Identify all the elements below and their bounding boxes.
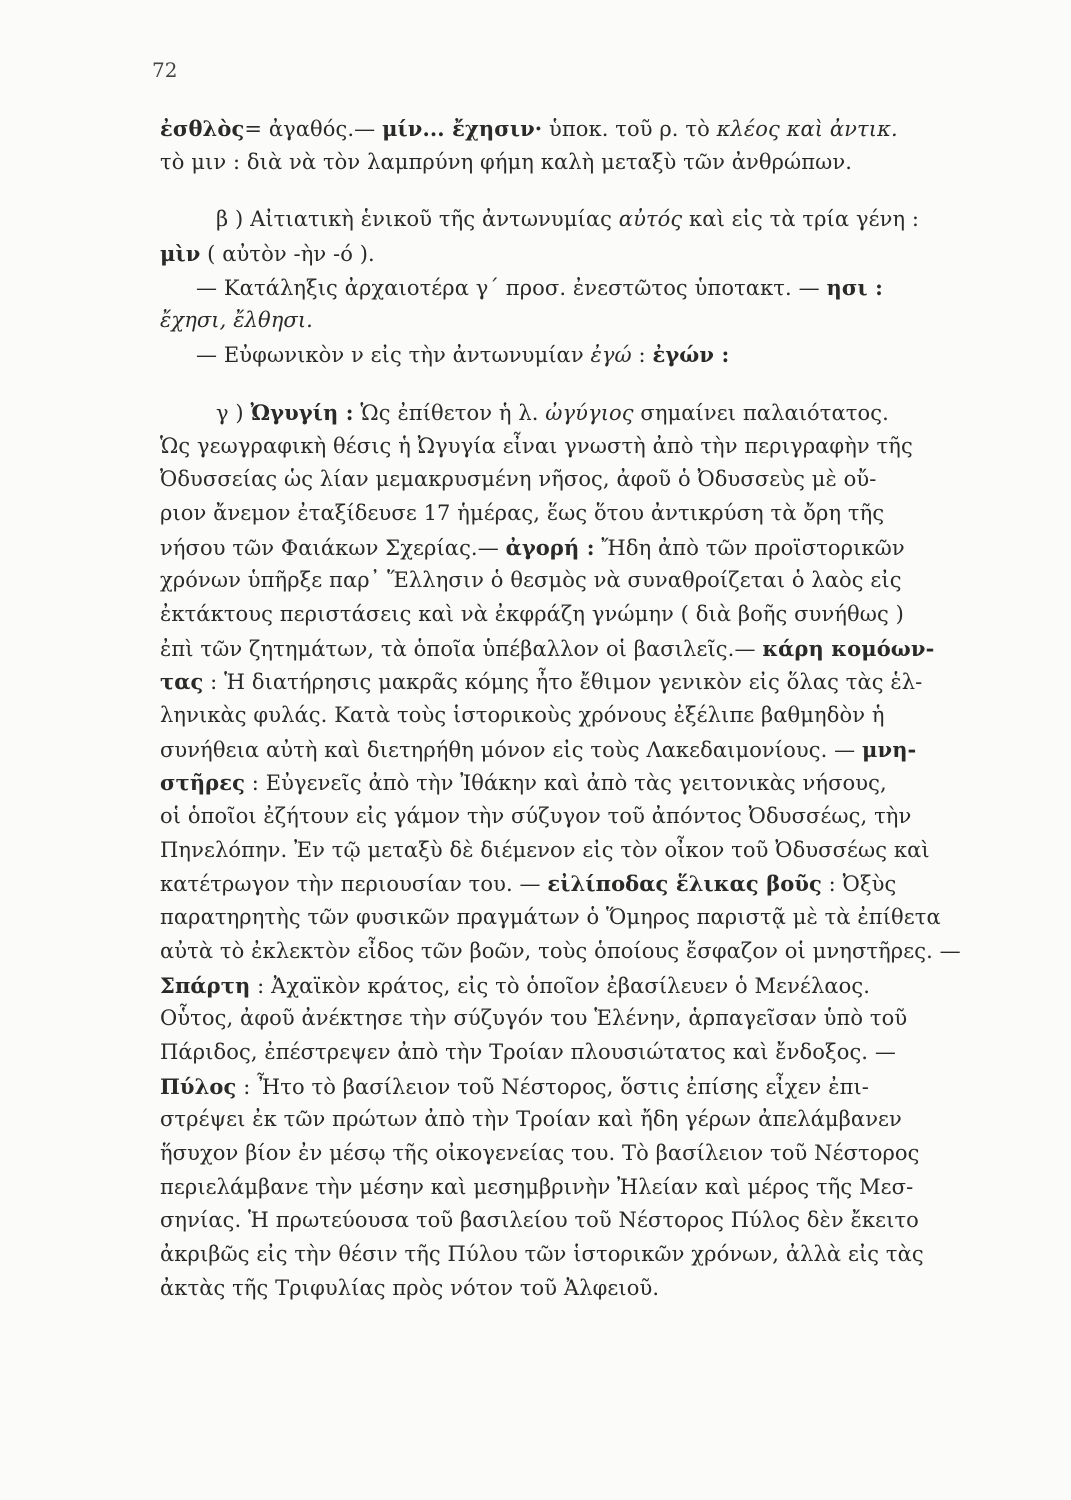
text-line xyxy=(160,1272,1052,1306)
text-run: : Ἀχαϊκὸν κράτος, εἰς τὸ ὁποῖον ἐβασίλευεν ὁ Μενέλαος. xyxy=(250,973,871,998)
text-line xyxy=(160,304,1052,338)
text-line xyxy=(160,598,1052,632)
text-run: ριον ἄνεμον ἐταξίδευσε 17 ἡμέρας, ἕως ὅτου ἀντικρύση τὰ ὄρη τῆς xyxy=(160,500,885,525)
text-run: ὑποκ. τοῦ ρ. τὸ xyxy=(542,117,717,141)
text-line xyxy=(160,531,1052,565)
commentary-text xyxy=(160,112,1052,1305)
text-run: Ὡς ἐπίθετον ἡ λ. xyxy=(353,400,546,425)
text-line xyxy=(160,733,1052,767)
text-run: β ) Αἰτιατικὴ ἑνικοῦ τῆς ἀντωνυμίας xyxy=(216,207,619,232)
text-run: χρόνων ὑπῆρξε παρ᾽ Ἕλλησιν ὁ θεσμὸς νὰ συναθροίζεται ὁ λαὸς εἰς xyxy=(160,568,902,593)
lemma-term: Πύλος xyxy=(160,1073,237,1099)
text-run: καὶ εἰς τὰ τρία γένη : xyxy=(682,207,920,232)
text-run: γ ) xyxy=(216,400,251,425)
paragraph-gap xyxy=(160,372,1052,396)
text-line xyxy=(160,766,1052,800)
text-line xyxy=(160,867,1052,901)
text-run: — Κατάληξις ἀρχαιοτέρα γ΄ προσ. ἐνεστῶτος ὑποτακτ. — xyxy=(196,275,827,300)
text-run: νήσου τῶν Φαιάκων Σχερίας.— xyxy=(160,535,506,560)
text-run: : xyxy=(631,343,653,368)
lemma-term: τας xyxy=(160,669,204,695)
text-line xyxy=(160,1103,1052,1137)
text-line xyxy=(160,1070,1052,1104)
text-line xyxy=(160,665,1052,699)
text-line xyxy=(160,112,1052,146)
text-line xyxy=(160,632,1052,666)
text-run: συνήθεια αὐτὴ καὶ διετηρήθη μόνον εἰς τοὺς Λακεδαιμονίους. — xyxy=(160,737,863,762)
text-line xyxy=(160,1002,1052,1036)
text-run: Πηνελόπην. Ἐν τῷ μεταξὺ δὲ διέμενον εἰς τὸν οἶκον τοῦ Ὀδυσσέως καὶ xyxy=(160,837,930,862)
text-run: : Εὐγενεῖς ἀπὸ τὴν Ἰθάκην καὶ ἀπὸ τὰς γειτονικὰς νήσους, xyxy=(245,771,887,796)
text-line xyxy=(160,497,1052,531)
lemma-term: μίν... ἔχησιν· xyxy=(382,116,543,141)
text-line xyxy=(160,396,1052,430)
text-line xyxy=(160,237,1052,271)
text-line xyxy=(160,1036,1052,1070)
lemma-term: ησι : xyxy=(826,274,883,300)
text-line xyxy=(160,338,1052,372)
text-line xyxy=(160,1204,1052,1238)
paragraph xyxy=(160,203,1052,371)
text-line xyxy=(160,463,1052,497)
text-run: ληνικὰς φυλάς. Κατὰ τοὺς ἱστορικοὺς χρόνους ἐξέλιπε βαθμηδὸν ἡ xyxy=(160,703,885,727)
text-line xyxy=(160,935,1052,969)
text-run: = ἀγαθός.— xyxy=(244,117,383,141)
text-run: κατέτρωγον τὴν περιουσίαν του. — xyxy=(160,872,548,897)
paragraph-gap xyxy=(160,179,1052,203)
text-line xyxy=(160,834,1052,868)
text-line xyxy=(160,1137,1052,1171)
text-run: Πάριδος, ἐπέστρεψεν ἀπὸ τὴν Τροίαν πλουσιώτατος καὶ ἔνδοξος. — xyxy=(160,1039,896,1064)
text-run: ἀκτὰς τῆς Τριφυλίας πρὸς νότον τοῦ Ἀλφειοῦ. xyxy=(160,1275,660,1300)
text-run: : Ἡ διατήρησις μακρᾶς κόμης ἦτο ἔθιμον γενικὸν εἰς ὅλας τὰς ἑλ- xyxy=(203,670,923,695)
paragraph xyxy=(160,396,1052,1306)
text-run: Οὗτος, ἀφοῦ ἀνέκτησε τὴν σύζυγόν του Ἑλένην, ἁρπαγεῖσαν ὑπὸ τοῦ xyxy=(160,1006,908,1031)
text-line xyxy=(160,901,1052,935)
lemma-term: ἐσθλὸς xyxy=(160,116,245,141)
text-run: παρατηρητὴς τῶν φυσικῶν πραγμάτων ὁ Ὅμηρος παριστᾷ μὲ τὰ ἐπίθετα xyxy=(160,905,941,930)
text-line xyxy=(160,1171,1052,1205)
text-line xyxy=(160,430,1052,464)
text-run: στρέψει ἐκ τῶν πρώτων ἀπὸ τὴν Τροίαν καὶ ἤδη γέρων ἀπελάμβανεν xyxy=(160,1107,902,1132)
cited-word: ὠγύγιος xyxy=(545,400,634,425)
text-run: ἥσυχον βίον ἐν μέσῳ τῆς οἰκογενείας του. Τὸ βασίλειον τοῦ Νέστορος xyxy=(160,1140,920,1165)
text-run: σηνίας. Ἡ πρωτεύουσα τοῦ βασιλείου τοῦ Νέστορος Πύλος δὲν ἔκειτο xyxy=(160,1208,919,1233)
lemma-term: μὶν xyxy=(160,241,201,267)
text-run: περιελάμβανε τὴν μέσην καὶ μεσημβρινὴν Ἠλείαν καὶ μέρος τῆς Μεσ- xyxy=(160,1174,914,1199)
text-run: ἐκτάκτους περιστάσεις καὶ νὰ ἐκφράζη γνώμην ( διὰ βοῆς συνήθως ) xyxy=(160,601,904,626)
lemma-term: εἰλίποδας ἕλικας βοῦς xyxy=(547,871,822,897)
cited-word: αὐτός xyxy=(618,207,683,232)
lemma-term: Ὠγυγίη : xyxy=(250,399,354,425)
page-number: 72 xyxy=(152,58,178,82)
text-line xyxy=(160,699,1052,733)
text-run: : Ὀξὺς xyxy=(821,872,897,897)
text-line xyxy=(160,203,1052,237)
cited-word: ἔχησι, ἔλθησι. xyxy=(160,308,313,333)
lemma-term: μνη- xyxy=(862,736,917,762)
text-run: οἱ ὁποῖοι ἐζήτουν εἰς γάμον τὴν σύζυγον τοῦ ἀπόντος Ὀδυσσέως, τὴν xyxy=(160,804,912,829)
text-run: ἀκριβῶς εἰς τὴν θέσιν τῆς Πύλου τῶν ἱστορικῶν χρόνων, ἀλλὰ εἰς τὰς xyxy=(160,1242,924,1266)
paragraph xyxy=(160,112,1052,179)
lemma-term: κάρη κομόων- xyxy=(762,635,935,661)
text-line xyxy=(160,1238,1052,1272)
lemma-term: ἀγορή : xyxy=(505,534,595,560)
text-run: αὐτὰ τὸ ἐκλεκτὸν εἶδος τῶν βοῶν, τοὺς ὁποίους ἔσφαζον οἱ μνηστῆρες. — xyxy=(160,938,961,963)
text-run: ἐπὶ τῶν ζητημάτων, τὰ ὁποῖα ὑπέβαλλον οἱ βασιλεῖς.— xyxy=(160,636,763,661)
cited-word: ἐγώ xyxy=(590,343,632,368)
lemma-term: ἐγών : xyxy=(652,342,730,368)
text-run: : Ἦτο τὸ βασίλειον τοῦ Νέστορος, ὅστις ἐπίσης εἶχεν ἐπι- xyxy=(236,1074,870,1099)
text-line xyxy=(160,564,1052,598)
text-run: Ὀδυσσείας ὡς λίαν μεμακρυσμένη νῆσος, ἀφοῦ ὁ Ὀδυσσεὺς μὲ οὔ- xyxy=(160,467,877,492)
text-line xyxy=(160,146,1052,180)
text-line xyxy=(160,969,1052,1003)
text-run: — Εὐφωνικὸν ν εἰς τὴν ἀντωνυμίαν xyxy=(196,343,591,368)
text-line xyxy=(160,800,1052,834)
lemma-term: στῆρες xyxy=(160,770,245,796)
text-run: σημαίνει παλαιότατος. xyxy=(633,400,889,425)
text-run: Ὡς γεωγραφικὴ θέσις ἡ Ὠγυγία εἶναι γνωστὴ ἀπὸ τὴν περιγραφὴν τῆς xyxy=(160,433,913,458)
lemma-term: Σπάρτη xyxy=(160,972,251,998)
cited-word: κλέος καὶ ἀντικ. xyxy=(716,117,898,141)
text-run: Ἤδη ἀπὸ τῶν προϊστορικῶν xyxy=(594,535,905,560)
text-line xyxy=(160,271,1052,305)
text-run: ( αὐτὸν -ὴν -ό ). xyxy=(200,242,375,267)
text-run: τὸ μιν : διὰ νὰ τὸν λαμπρύνη φήμη καλὴ μεταξὺ τῶν ἀνθρώπων. xyxy=(160,149,853,174)
